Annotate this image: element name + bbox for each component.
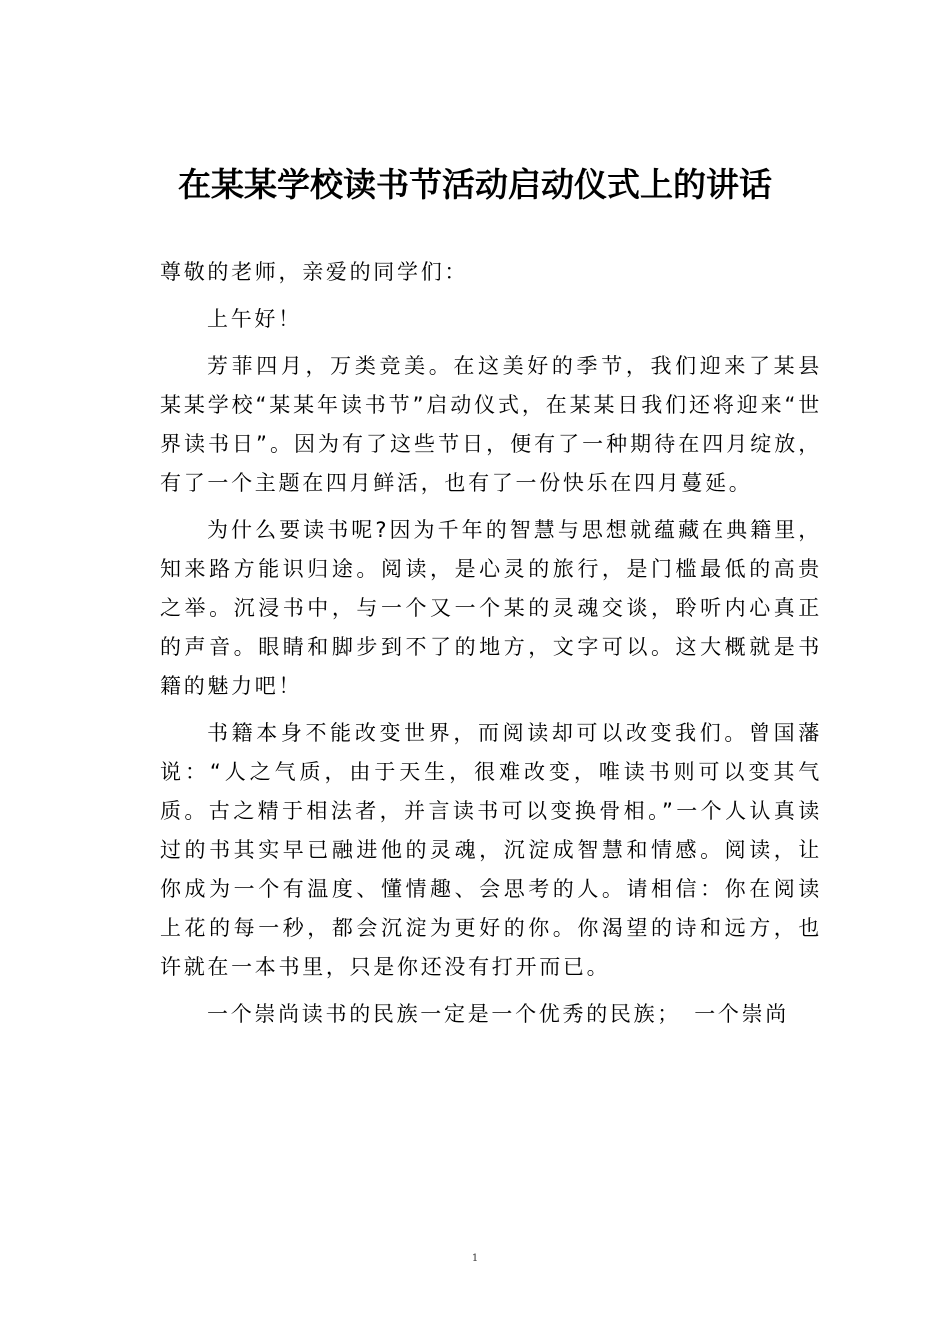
paragraph-2: 为什么要读书呢?因为千年的智慧与思想就蕴藏在典籍里，知来路方能识归途。阅读，是心灵的旅行，是门槛最低的高贵之举。沉浸书中，与一个又一个某的灵魂交谈，聆听内心真正的声音。眼睛和脚步到不了的地方，文字可以。这大概就是书籍的魅力吧！ [160,518,822,698]
document-body [160,253,822,1042]
paragraph-3: 书籍本身不能改变世界，而阅读却可以改变我们。曾国藩说：“人之气质，由于天生，很难改变，唯读书则可以变其气质。古之精于相法者，并言读书可以变换骨相。”一个人认真读过的书其实早已融进他的灵魂，沉淀成智慧和情感。阅读，让你成为一个有温度、懂情趣、会思考的人。请相信：你在阅读上花的每一秒，都会沉淀为更好的你。你渴望的诗和远方，也许就在一本书里，只是你还没有打开而已。 [160,721,822,979]
paragraph-1: 芳菲四月，万类竞美。在这美好的季节，我们迎来了某县某某学校“某某年读书节”启动仪式，在某某日我们还将迎来“世界读书日”。因为有了这些节日，便有了一种期待在四月绽放，有了一个主题在四月鲜活，也有了一份快乐在四月蔓延。 [160,354,822,495]
paragraph-4-partial: 一个崇尚读书的民族一定是一个优秀的民族； 一个崇尚 [207,1002,789,1026]
page-number: 1 [471,1253,479,1264]
greeting: 上午好！ [207,307,302,331]
document-title: 在某某学校读书节活动启动仪式上的讲话 [178,165,772,204]
salutation: 尊敬的老师，亲爱的同学们： [160,260,469,284]
